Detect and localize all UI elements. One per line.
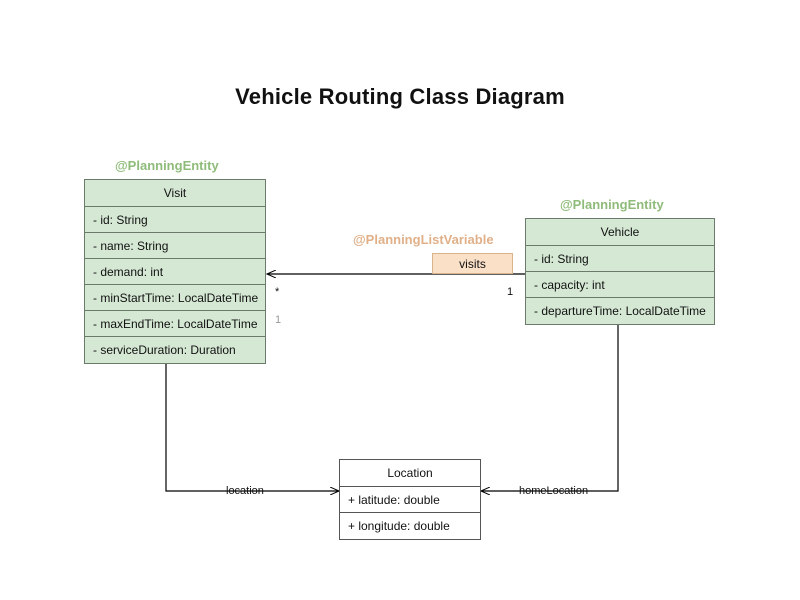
page-title: Vehicle Routing Class Diagram [235, 84, 565, 109]
edge-multiplicity-vehicle-side: 1 [507, 286, 514, 298]
edge-label-location: location [226, 485, 264, 497]
class-visit-attr-3: - minStartTime: LocalDateTime [85, 285, 265, 311]
stereotype-planning-list-variable: @PlanningListVariable [353, 232, 494, 247]
class-location [339, 459, 481, 540]
edge-multiplicity-visit-location: 1 [275, 314, 282, 326]
edge-multiplicity-visit-side: * [275, 286, 280, 298]
class-location-name: Location [340, 460, 480, 487]
class-visit-attr-5: - serviceDuration: Duration [93, 343, 236, 357]
stereotype-visit: @PlanningEntity [115, 158, 219, 173]
class-visit-attr-4: - maxEndTime: LocalDateTime [85, 311, 265, 337]
class-vehicle [525, 218, 715, 325]
class-visit-attr-0: - id: String [85, 207, 265, 233]
class-vehicle-attr-1: - capacity: int [526, 272, 714, 298]
class-location-attr-0: + latitude: double [340, 487, 480, 513]
edge-vehicle-home-location [481, 323, 618, 491]
stereotype-vehicle: @PlanningEntity [560, 197, 664, 212]
class-location-attr-1: + longitude: double [348, 519, 450, 533]
edge-label-home-location: homeLocation [519, 485, 589, 497]
edge-label-visits: visits [432, 253, 513, 274]
class-vehicle-name: Vehicle [526, 219, 714, 246]
class-vehicle-attr-0: - id: String [526, 246, 714, 272]
class-visit-attr-1: - name: String [85, 233, 265, 259]
class-vehicle-attr-2: - departureTime: LocalDateTime [534, 304, 706, 318]
class-visit-name: Visit [85, 180, 265, 207]
class-visit-attr-2: - demand: int [85, 259, 265, 285]
class-visit [84, 179, 266, 364]
edge-visit-location [166, 362, 339, 491]
